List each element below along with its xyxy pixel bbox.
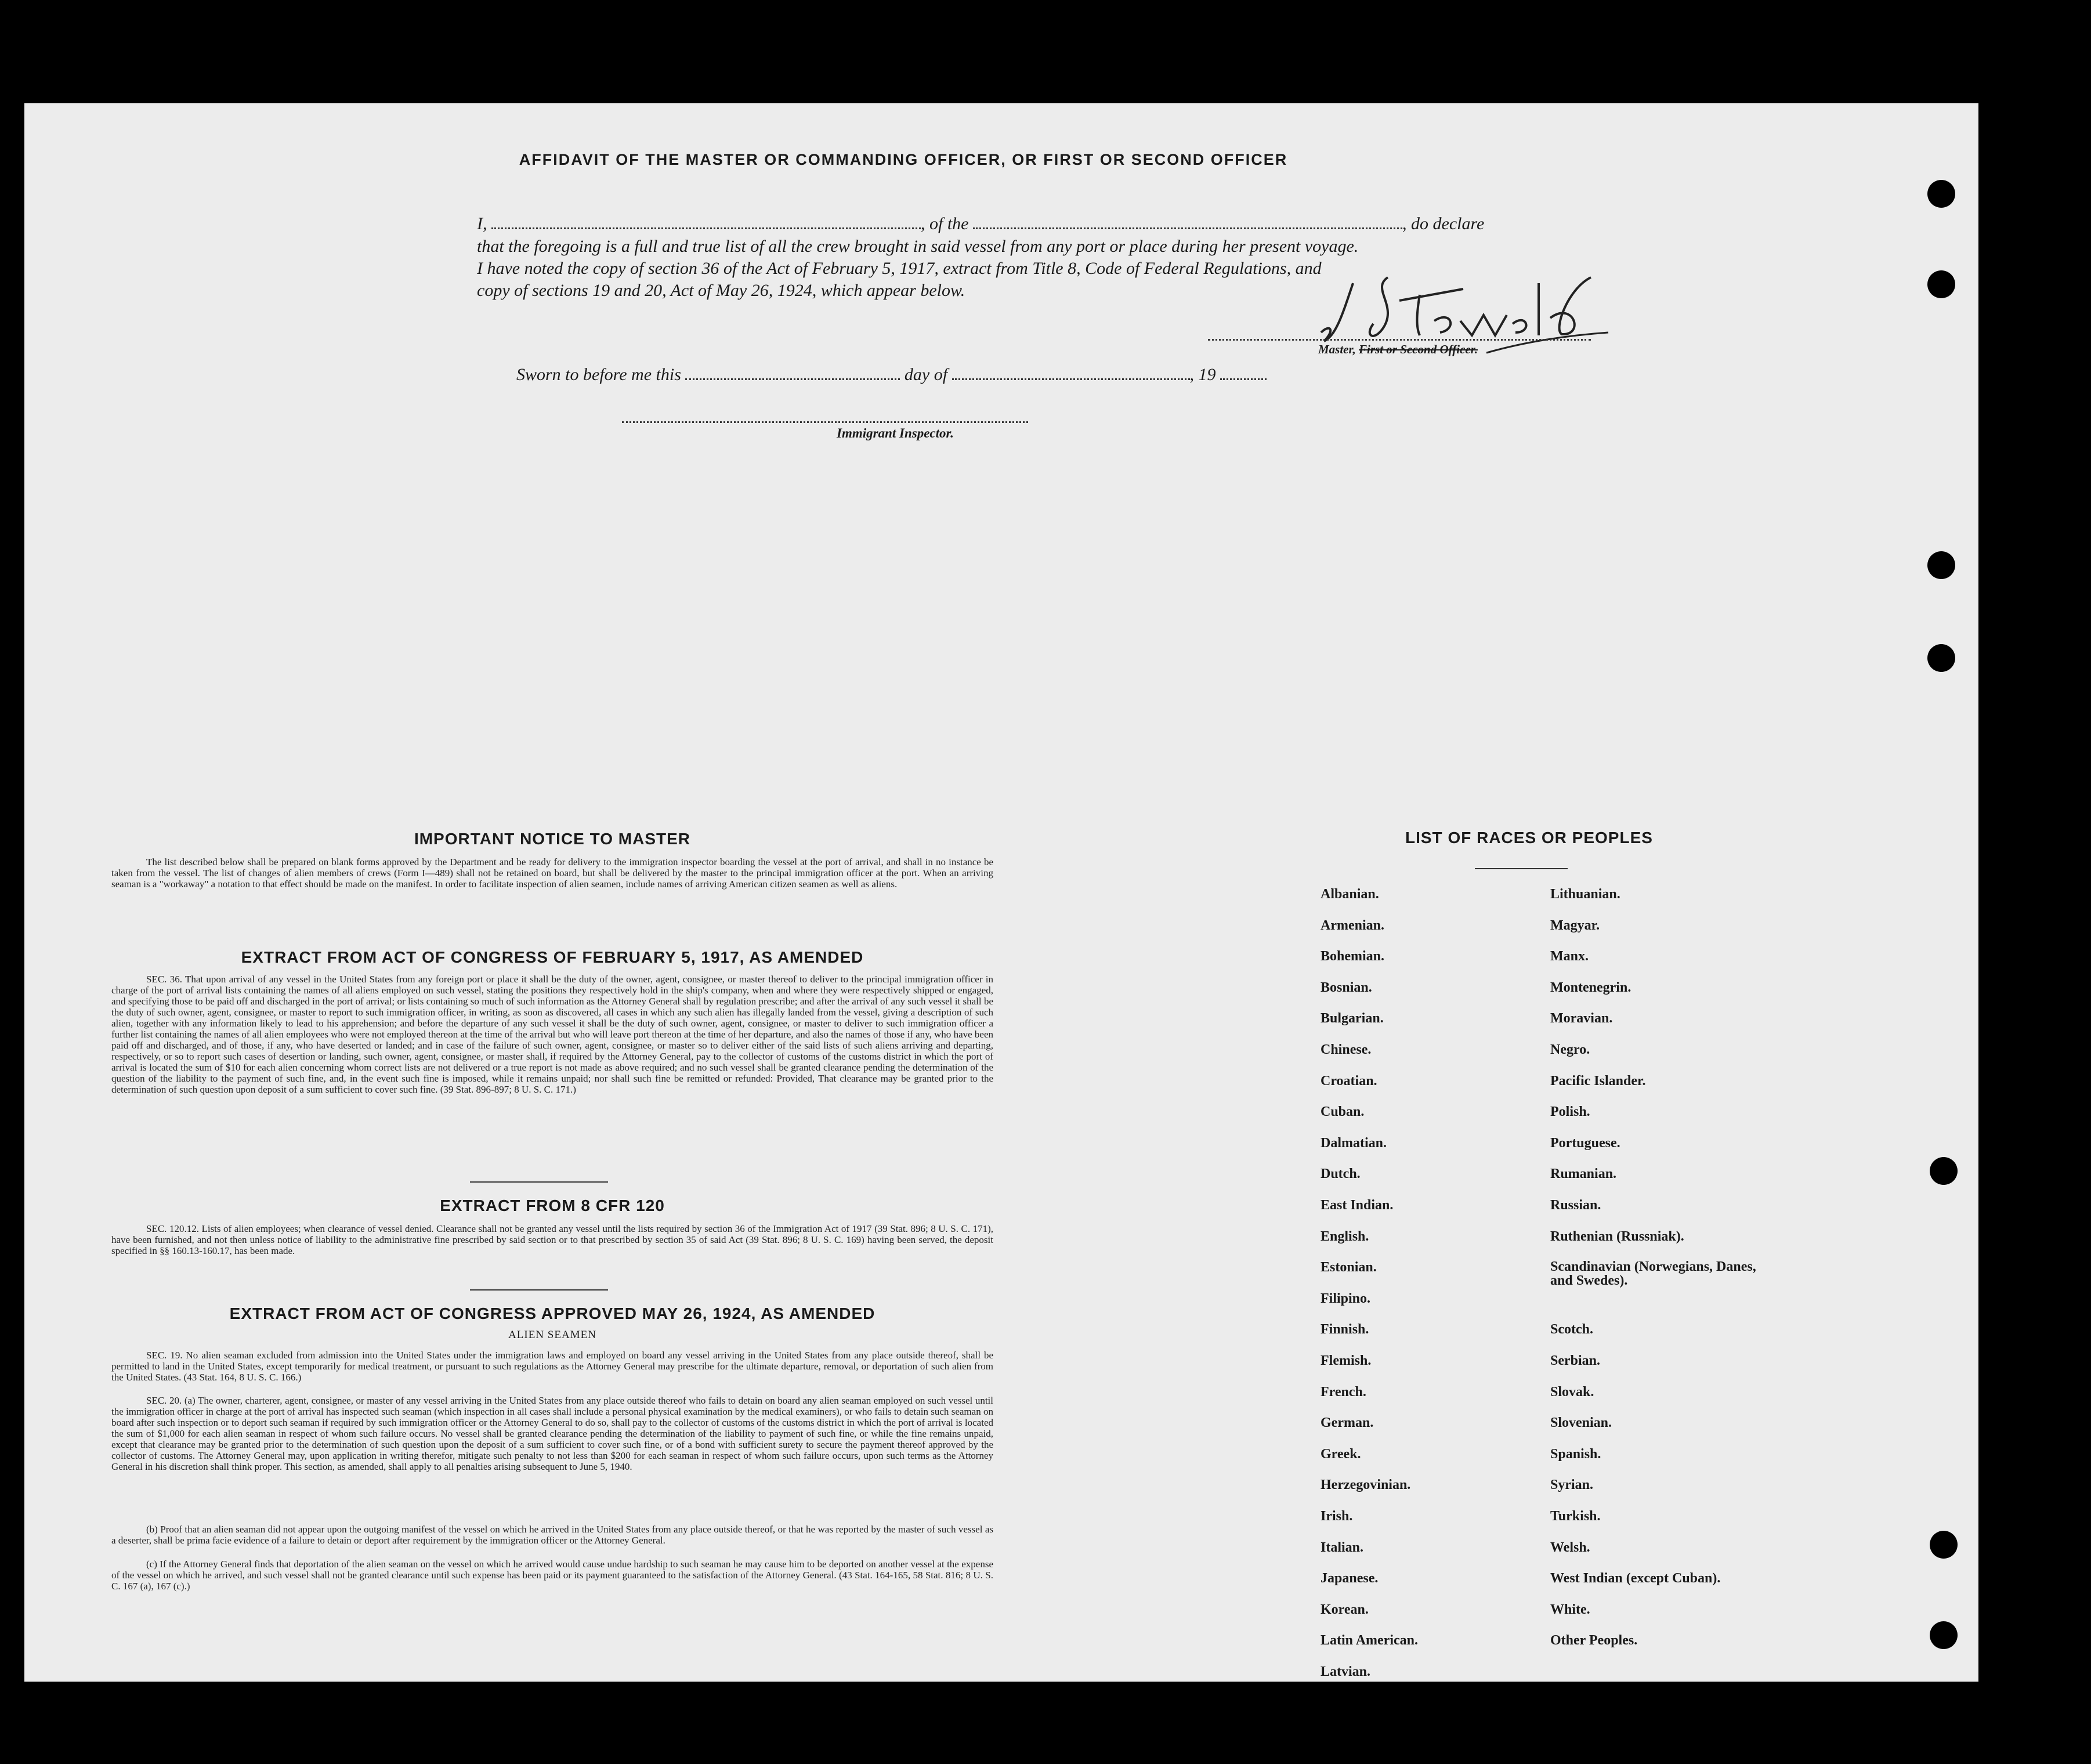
punch-hole <box>1927 180 1955 208</box>
race-item: Syrian. <box>1550 1477 1594 1493</box>
punch-hole <box>1927 270 1955 298</box>
race-item: Magyar. <box>1550 917 1600 933</box>
race-item: West Indian (except Cuban). <box>1550 1571 1721 1586</box>
affidavit-title: AFFIDAVIT OF THE MASTER OR COMMANDING OFFICER, OR FIRST OR SECOND OFFICER <box>519 151 1288 168</box>
affidavit-line-2: that the foregoing is a full and true list of all the crew brought in said vessel from any port or place during her present voyage. <box>477 237 1359 256</box>
year-text: , 19 <box>1189 365 1216 384</box>
race-item: Russian. <box>1550 1198 1601 1213</box>
divider <box>470 1181 608 1183</box>
divider <box>1475 868 1568 869</box>
race-item: Serbian. <box>1550 1353 1601 1368</box>
race-item: Bosnian. <box>1321 979 1372 995</box>
race-item: Pacific Islander. <box>1550 1073 1646 1089</box>
race-item: German. <box>1321 1415 1374 1431</box>
race-item: Latvian. <box>1321 1664 1371 1679</box>
race-item: Irish. <box>1321 1509 1353 1524</box>
race-item: Portuguese. <box>1550 1135 1620 1151</box>
race-item: Spanish. <box>1550 1446 1601 1462</box>
race-item: Dutch. <box>1321 1166 1361 1182</box>
inspector-label: Immigrant Inspector. <box>837 426 954 440</box>
sworn-day-field[interactable] <box>685 364 900 380</box>
affidavit-line-1 <box>477 214 1484 234</box>
race-item: Filipino. <box>1321 1291 1371 1306</box>
punch-hole <box>1930 1621 1958 1649</box>
sworn-line <box>516 364 1267 385</box>
race-item: Other Peoples. <box>1550 1633 1638 1649</box>
race-item: Italian. <box>1321 1539 1364 1555</box>
race-item: Turkish. <box>1550 1509 1601 1524</box>
sworn-year-field[interactable] <box>1220 364 1267 380</box>
race-item: Finnish. <box>1321 1322 1369 1338</box>
race-item: Albanian. <box>1321 887 1379 902</box>
punch-hole <box>1930 1157 1958 1185</box>
sworn-text: Sworn to before me this <box>516 365 681 384</box>
race-item: Welsh. <box>1550 1539 1590 1555</box>
alien-seamen-subtitle: ALIEN SEAMEN <box>508 1329 596 1341</box>
race-item: Scotch. <box>1550 1322 1593 1338</box>
race-item: Bulgarian. <box>1321 1011 1384 1026</box>
form-sheet <box>24 103 1978 1682</box>
vessel-field[interactable] <box>973 214 1402 229</box>
race-item: Herzegovinian. <box>1321 1477 1411 1493</box>
extract-cfr-text: SEC. 120.12. Lists of alien employees; when clearance of vessel denied. Clearance shall not be granted any vessel until the lists required by section 36 of the Immigration Act of 1917 (39 Stat. 896; 8 U. S. C. 171), have been furnished, and not then unless notice of liability to the administrative fine prescribed by said section or to that prescribed by section 35 of said Act (39 Stat. 896; 8 U. S. C. 169) having been served, the deposit specified in §§ 160.13-160.17, has been made. <box>111 1223 993 1256</box>
master-label <box>1318 342 1478 357</box>
race-item: Estonian. <box>1321 1260 1377 1275</box>
race-item: English. <box>1321 1228 1369 1244</box>
race-item: Negro. <box>1550 1042 1590 1057</box>
sec20b-text: (b) Proof that an alien seaman did not appear upon the outgoing manifest of the vessel on which he arrived in the United States from any place outside thereof, or that he was reported by the master of such vessel as a deserter, shall be prima facie evidence of a failure to detain or deport after requirement by the immigration officer or the Attorney General. <box>111 1524 993 1546</box>
race-item: Japanese. <box>1321 1571 1379 1586</box>
extract-cfr-title: EXTRACT FROM 8 CFR 120 <box>440 1197 665 1214</box>
extract-1924-title: EXTRACT FROM ACT OF CONGRESS APPROVED MAY 26, 1924, AS AMENDED <box>229 1304 876 1322</box>
race-item: White. <box>1550 1602 1590 1617</box>
sec20c-text: (c) If the Attorney General finds that deportation of the alien seaman on the vessel on which he arrived would cause undue hardship to such seaman he may cause him to be deported on another vessel at the expense of the vessel on which he arrived, and such vessel shall not be granted clearance until such expense has been paid or its payment guaranteed to the satisfaction of the Attorney General. (43 Stat. 164-165, 58 Stat. 816; 8 U. S. C. 167 (a), 167 (c).) <box>111 1559 993 1592</box>
race-item: Croatian. <box>1321 1073 1377 1089</box>
extract-1917-text: SEC. 36. That upon arrival of any vessel in the United States from any foreign port or place it shall be the duty of the owner, agent, consignee, or master thereof to deliver to the principal immigration officer in charge of the port of arrival lists containing the names of all aliens employed on such vessel, stating the positions they respectively hold in the ship's company, when and where they were respectively shipped or engaged, and specifying those to be paid off and discharged in the port of arrival; or lists containing so much of such information as the Attorney General shall by regulation prescribe; and after the arrival of any such vessel it shall be the duty of such owner, agent, consignee, or master to report to such immigration officer, in writing, as soon as discovered, all cases in which any such alien has illegally landed from the vessel, giving a description of such alien, together with any information likely to lead to his apprehension; and before the departure of any such vessel it shall be the duty of such owner, agent, consignee, or master to deliver to such immigration officer a further list containing the names of all alien employees who were not employed thereon at the time of the arrival but who will leave port thereon at the time of her departure, and also the names of those if any, who have been paid off and discharged, and of those, if any, who have deserted or landed; and in case of the failure of such owner, agent, consignee, or master so to deliver either of the said lists of such aliens arriving and departing, respectively, or so to report such cases of desertion or landing, such owner, agent, consignee, or master shall, if required by the Attorney General, pay to the collector of customs of the customs district in which the port of arrival is located the sum of $10 for each alien concerning whom correct lists are not delivered or a true report is not made as above required; and no such vessel shall be granted clearance pending the determination of the question of the liability to the payment of such fine, and, in the event such fine is imposed, while it remains unpaid; nor shall such fine be remitted or refunded: Provided, That clearance may be granted prior to the determination of such question upon deposit of a sum sufficient to cover such fine. (39 Stat. 896-897; 8 U. S. C. 171.) <box>111 974 993 1095</box>
notice-title: IMPORTANT NOTICE TO MASTER <box>414 830 691 848</box>
race-item: Flemish. <box>1321 1353 1372 1368</box>
sec20a-text: SEC. 20. (a) The owner, charterer, agent, consignee, or master of any vessel arriving in the United States from any place outside thereof who fails to detain on board any alien seaman employed on such vessel until the immigration officer in charge at the port of arrival has inspected such seaman (which inspection in all cases shall include a personal physical examination by the medical examiners), or who fails to detain such seaman on board after such inspection or to deport such seaman if required by such immigration officer or the Attorney General to do so, shall pay to the collector of customs of the customs district in which the port of arrival is located the sum of $1,000 for each alien seaman in respect of whom such failure occurs. No vessel shall be granted clearance pending the determination of the liability to payment of such fine, or while the fine remains unpaid, except that clearance may be granted prior to the determination of such question upon the deposit of a sum sufficient to cover such fine, or of a bond with sufficient surety to secure the payment thereof approved by the collector of customs. The Attorney General may, upon application in writing therefor, mitigate such penalty to not less than $200 for each seaman in respect of whom such failure occurs, upon such terms as the Attorney General in his discretion shall think proper. This section, as amended, shall apply to all penalties arising subsequent to June 5, 1940. <box>111 1395 993 1472</box>
race-item: Dalmatian. <box>1321 1135 1387 1151</box>
punch-hole <box>1927 551 1955 579</box>
race-item: Polish. <box>1550 1104 1590 1120</box>
race-item: Slovenian. <box>1550 1415 1612 1431</box>
extract-1917-title: EXTRACT FROM ACT OF CONGRESS OF FEBRUARY 5, 1917, AS AMENDED <box>241 948 864 966</box>
master-label-struck: First or Second Officer. <box>1359 342 1478 356</box>
race-item: Slovak. <box>1550 1384 1594 1400</box>
inspector-signature-line[interactable] <box>622 421 1028 423</box>
affidavit-i: I, <box>477 214 487 233</box>
race-item: Chinese. <box>1321 1042 1372 1057</box>
races-title: LIST OF RACES OR PEOPLES <box>1405 829 1653 847</box>
race-item: Scandinavian (Norwegians, Danes, and Swedes). <box>1550 1259 1756 1289</box>
signature-line[interactable] <box>1208 339 1591 341</box>
master-label-text: Master, <box>1318 342 1356 356</box>
name-field[interactable] <box>491 214 921 229</box>
affidavit-of-the: , of the <box>921 214 969 233</box>
affidavit-line-3: I have noted the copy of section 36 of the Act of February 5, 1917, extract from Title 8, Code of Federal Regulations, and <box>477 259 1322 278</box>
race-item: Rumanian. <box>1550 1166 1617 1182</box>
race-item: Cuban. <box>1321 1104 1365 1120</box>
divider <box>470 1289 608 1291</box>
race-item: East Indian. <box>1321 1198 1394 1213</box>
race-item: Manx. <box>1550 949 1589 964</box>
affidavit-line-4: copy of sections 19 and 20, Act of May 26, 1924, which appear below. <box>477 281 965 300</box>
race-item: French. <box>1321 1384 1366 1400</box>
race-item: Moravian. <box>1550 1011 1613 1026</box>
day-of-text: day of <box>904 365 948 384</box>
punch-hole <box>1930 1531 1958 1559</box>
sec19-text: SEC. 19. No alien seaman excluded from admission into the United States under the immigration laws and employed on board any vessel arriving in the United States from any place outside thereof, shall be permitted to land in the United States, except temporarily for medical treatment, or pursuant to such regulations as the Attorney General may prescribe for the ultimate departure, removal, or deportation of such alien from the United States. (43 Stat. 164, 8 U. S. C. 166.) <box>111 1350 993 1383</box>
affidavit-declare: , do declare <box>1402 214 1485 233</box>
race-item: Korean. <box>1321 1602 1369 1617</box>
race-item: Greek. <box>1321 1446 1361 1462</box>
notice-text: The list described below shall be prepared on blank forms approved by the Department and be ready for delivery to the immigration inspector boarding the vessel at the port of arrival, and shall in no instance be taken from the vessel. The list of changes of alien members of crews (Form I—489) shall not be retained on board, but shall be delivered by the master to the principal immigration officer at the port. When an arriving seaman is a "workaway" a notation to that effect should be made on the manifest. In order to facilitate inspection of alien seamen, include names of arriving American citizen seamen as well as aliens. <box>111 856 993 890</box>
race-item: Armenian. <box>1321 917 1384 933</box>
race-item: Bohemian. <box>1321 949 1385 964</box>
race-item: Ruthenian (Russniak). <box>1550 1228 1684 1244</box>
race-item: Lithuanian. <box>1550 887 1620 902</box>
sworn-month-field[interactable] <box>952 364 1190 380</box>
punch-hole <box>1927 644 1955 672</box>
race-item: Montenegrin. <box>1550 979 1631 995</box>
race-item: Latin American. <box>1321 1633 1418 1649</box>
